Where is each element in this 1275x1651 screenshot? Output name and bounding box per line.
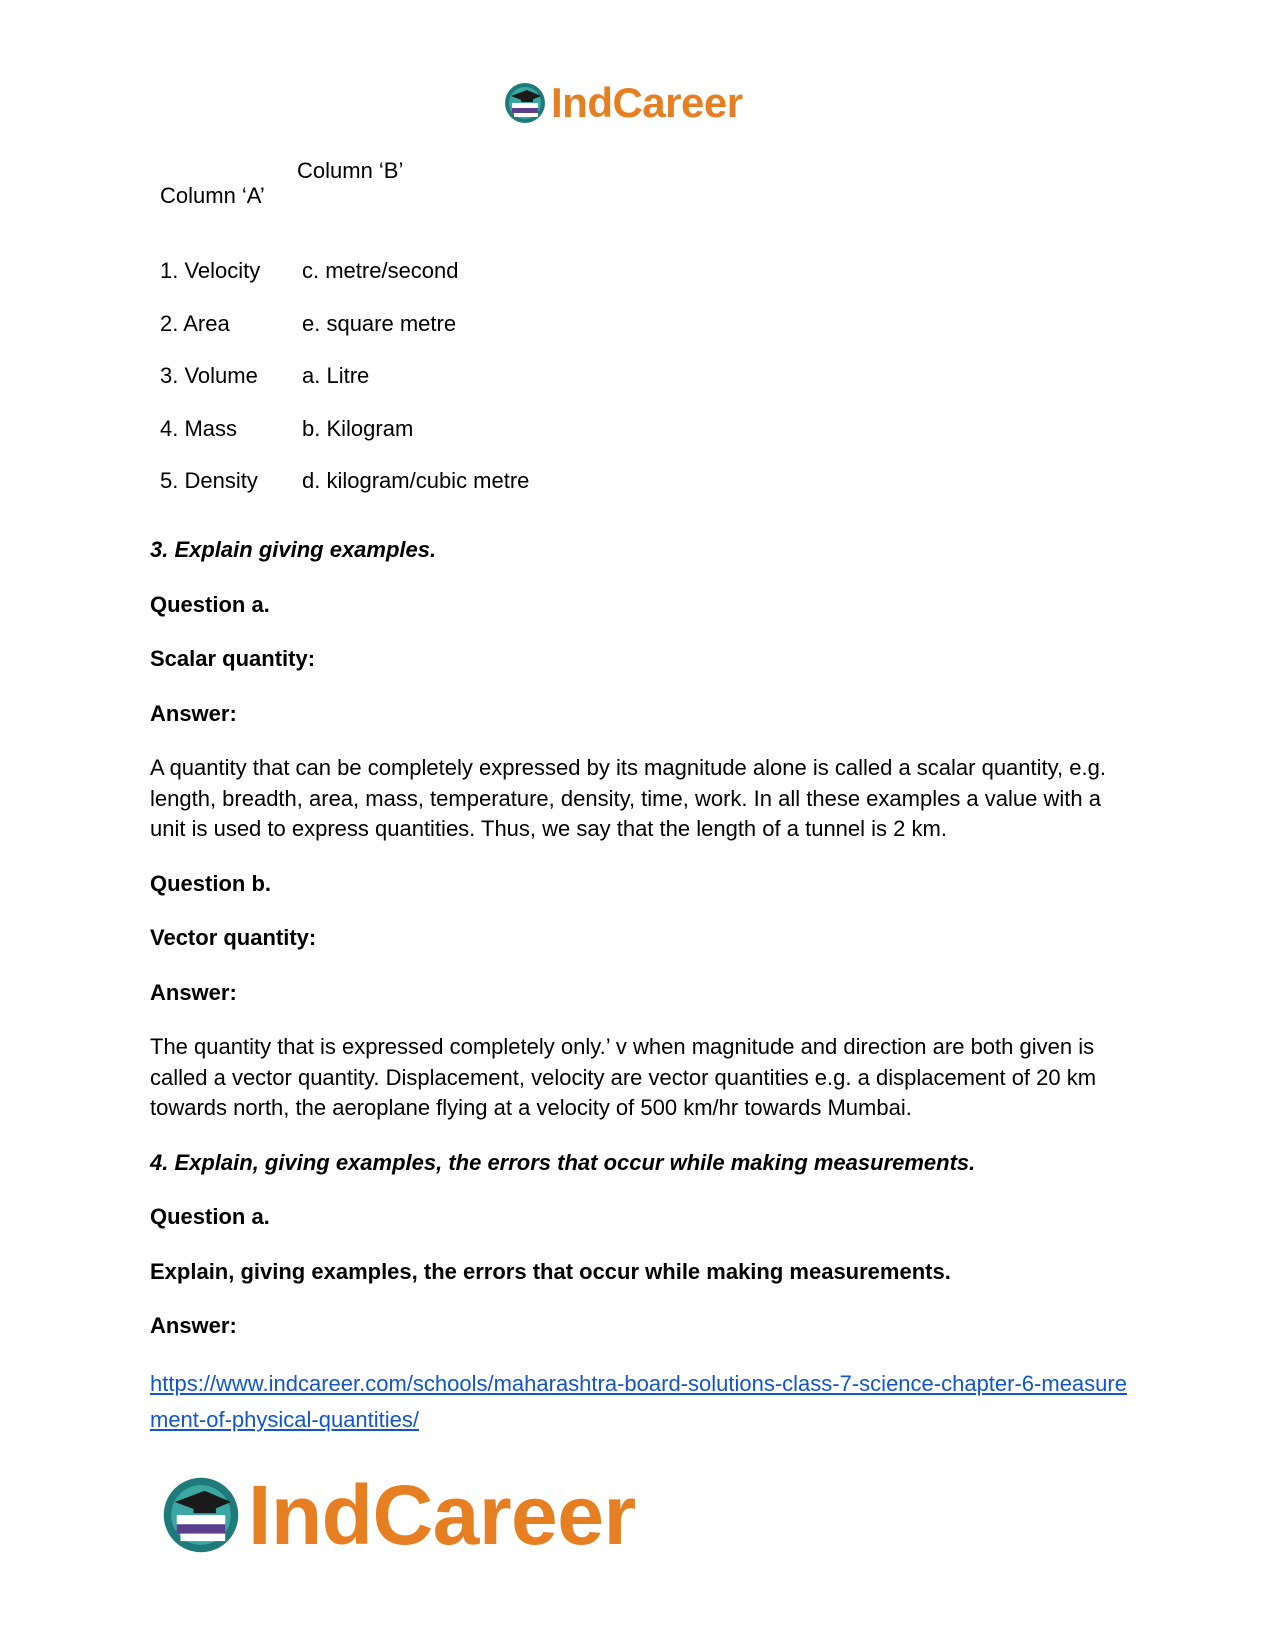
logo-wordmark: IndCareer [551,79,743,126]
table-cell-a: 4. Mass [160,415,238,441]
question-title: Explain, giving examples, the errors that occur while making measurements. [150,1258,951,1284]
table-cell-b: e. square metre [302,310,457,336]
answer-label: Answer: [150,1313,237,1338]
answer-text: A quantity that can be completely expressed by its magnitude alone is called a scalar quantity, e.g. length, breadth, area, mass, temperature, density, time, work. In all these examples a value with a unit is used to express quantities. Thus, we say that the length of a tunnel is 2 km. [150,755,1106,841]
question-label: Question a. [150,591,270,617]
logo-wordmark: IndCareer [248,1467,636,1562]
match-table [160,258,529,521]
question-label: Question b. [150,870,271,896]
indcareer-logo-bottom [160,1467,636,1562]
table-row [160,416,529,469]
table-cell-a: 5. Density [160,468,258,493]
table-cell-a: 1. Velocity [160,258,261,283]
table-cell-b: d. kilogram/cubic metre [302,468,530,493]
main-content [150,535,1130,1438]
question-label: Question a. [150,1204,270,1229]
table-row [160,468,529,521]
section-3-heading: 3. Explain giving examples. [150,537,437,562]
answer-label: Answer: [150,700,237,726]
table-cell-b: a. Litre [302,363,370,388]
table-cell-a: 3. Volume [160,363,258,388]
table-row [160,363,529,416]
table-cell-a: 2. Area [160,310,230,336]
section-4-heading: 4. Explain, giving examples, the errors that occur while making measurements. [150,1149,976,1175]
graduation-cap-book-icon [503,81,547,125]
table-cell-b: c. metre/second [302,258,459,283]
answer-label: Answer: [150,979,237,1005]
table-row [160,311,529,364]
source-link[interactable]: https://www.indcareer.com/schools/maharashtra-board-solutions-class-7-science-chapter-6-measurement-of-physical-quantities/ [150,1370,1127,1432]
question-title: Vector quantity: [150,925,317,950]
answer-text: The quantity that is expressed completely only.’ v when magnitude and direction are both given is called a vector quantity. Displacement, velocity are vector quantities e.g. a displacement of 20 km towards north, the aeroplane flying at a velocity of 500 km/hr towards Mumbai. [150,1034,1097,1120]
table-cell-b: b. Kilogram [302,415,414,441]
indcareer-logo-top [503,78,743,128]
graduation-cap-book-icon [160,1474,242,1556]
column-b-header: Column ‘B’ [297,158,404,183]
table-row [160,258,529,311]
question-title: Scalar quantity: [150,646,316,671]
column-a-header: Column ‘A’ [160,183,265,208]
